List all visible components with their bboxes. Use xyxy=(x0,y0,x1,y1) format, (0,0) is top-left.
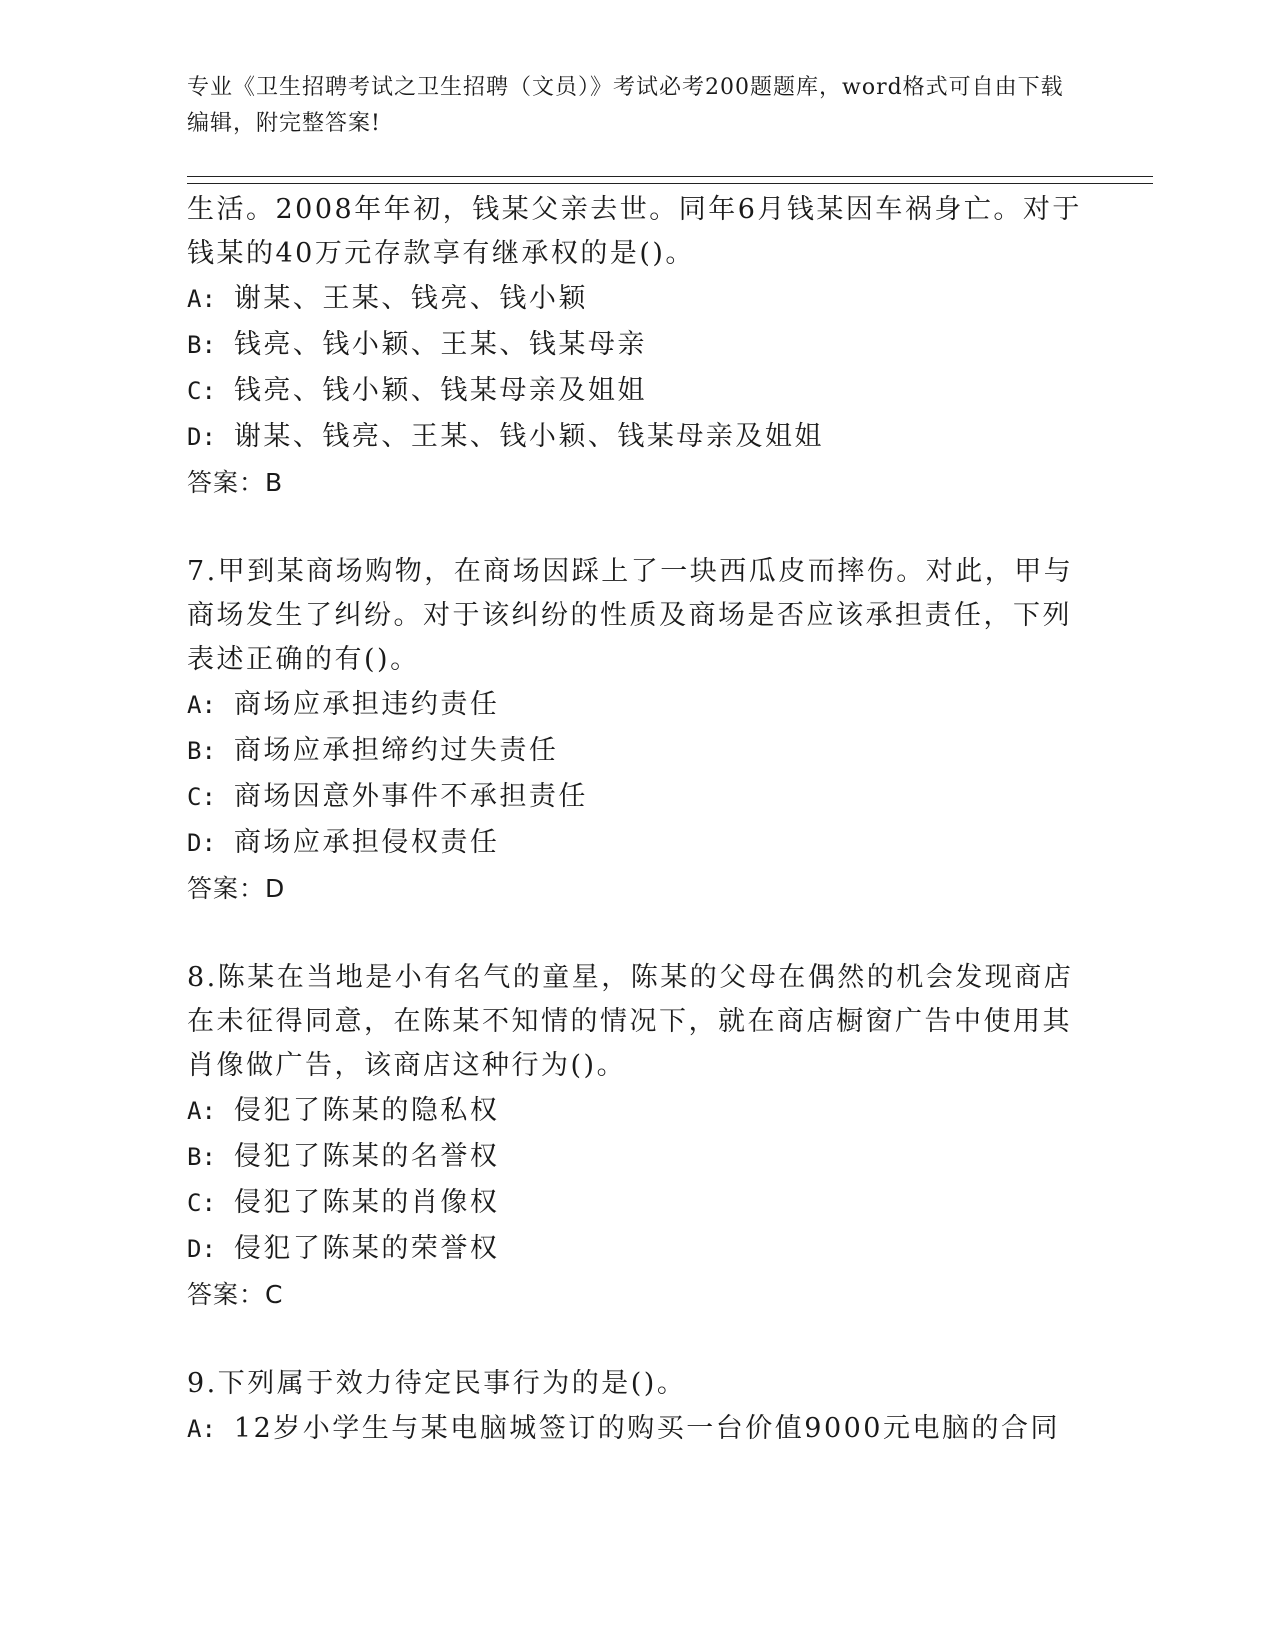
option-text: 商场因意外事件不承担责任 xyxy=(233,781,588,812)
spacer xyxy=(187,912,1087,956)
option-letter: D: xyxy=(187,423,216,451)
option-c xyxy=(187,774,1087,820)
option-text: 谢某、王某、钱亮、钱小颖 xyxy=(233,283,588,314)
option-text: 侵犯了陈某的肖像权 xyxy=(233,1187,500,1218)
option-letter: B: xyxy=(187,1143,216,1171)
question-7 xyxy=(187,550,1087,912)
header-rule-top xyxy=(187,176,1153,177)
option-b xyxy=(187,728,1087,774)
option-c xyxy=(187,368,1087,414)
question-text: 生活。2008年年初，钱某父亲去世。同年6月钱某因车祸身亡。对于钱某的40万元存款享有继承权的是()。 xyxy=(187,194,1082,269)
option-letter: B: xyxy=(187,737,216,765)
option-letter: D: xyxy=(187,1235,216,1263)
question-6-continuation xyxy=(187,188,1087,506)
option-c xyxy=(187,1180,1087,1226)
question-text: 8.陈某在当地是小有名气的童星，陈某的父母在偶然的机会发现商店在未征得同意，在陈某不知情的情况下，就在商店橱窗广告中使用其肖像做广告，该商店这种行为()。 xyxy=(187,962,1074,1081)
option-text: 侵犯了陈某的荣誉权 xyxy=(233,1233,500,1264)
question-list xyxy=(187,188,1087,1452)
option-text: 商场应承担缔约过失责任 xyxy=(233,735,559,766)
option-letter: A: xyxy=(187,1097,216,1125)
option-a xyxy=(187,1088,1087,1134)
spacer xyxy=(187,1318,1087,1362)
option-letter: A: xyxy=(187,285,216,313)
option-text: 商场应承担侵权责任 xyxy=(233,827,500,858)
option-d xyxy=(187,820,1087,866)
option-letter: B: xyxy=(187,331,216,359)
document-header xyxy=(187,70,1067,142)
option-letter: C: xyxy=(187,1189,216,1217)
option-letter: A: xyxy=(187,1415,216,1443)
spacer xyxy=(187,506,1087,550)
option-text: 侵犯了陈某的名誉权 xyxy=(233,1141,500,1172)
option-letter: D: xyxy=(187,829,216,857)
option-letter: C: xyxy=(187,783,216,811)
option-text: 侵犯了陈某的隐私权 xyxy=(233,1095,500,1126)
option-d xyxy=(187,414,1087,460)
option-text: 钱亮、钱小颖、王某、钱某母亲 xyxy=(233,329,647,360)
option-text: 钱亮、钱小颖、钱某母亲及姐姐 xyxy=(233,375,647,406)
document-title: 专业《卫生招聘考试之卫生招聘（文员）》考试必考200题题库，word格式可自由下载编辑，附完整答案! xyxy=(187,75,1064,136)
answer-line: 答案：C xyxy=(187,1280,284,1309)
option-a xyxy=(187,1406,1087,1452)
option-d xyxy=(187,1226,1087,1272)
header-rule-bottom xyxy=(187,183,1153,184)
option-a xyxy=(187,682,1087,728)
question-8 xyxy=(187,956,1087,1318)
option-letter: A: xyxy=(187,691,216,719)
answer-line: 答案：D xyxy=(187,874,286,903)
question-9 xyxy=(187,1362,1087,1452)
option-text: 12岁小学生与某电脑城签订的购买一台价值9000元电脑的合同 xyxy=(233,1413,1060,1444)
option-b xyxy=(187,322,1087,368)
option-text: 谢某、钱亮、王某、钱小颖、钱某母亲及姐姐 xyxy=(233,421,824,452)
option-letter: C: xyxy=(187,377,216,405)
answer-line: 答案：B xyxy=(187,468,284,497)
question-text: 9.下列属于效力待定民事行为的是()。 xyxy=(187,1368,687,1399)
question-text: 7.甲到某商场购物，在商场因踩上了一块西瓜皮而摔伤。对此，甲与商场发生了纠纷。对于该纠纷的性质及商场是否应该承担责任，下列表述正确的有()。 xyxy=(187,556,1074,675)
option-a xyxy=(187,276,1087,322)
option-text: 商场应承担违约责任 xyxy=(233,689,500,720)
option-b xyxy=(187,1134,1087,1180)
